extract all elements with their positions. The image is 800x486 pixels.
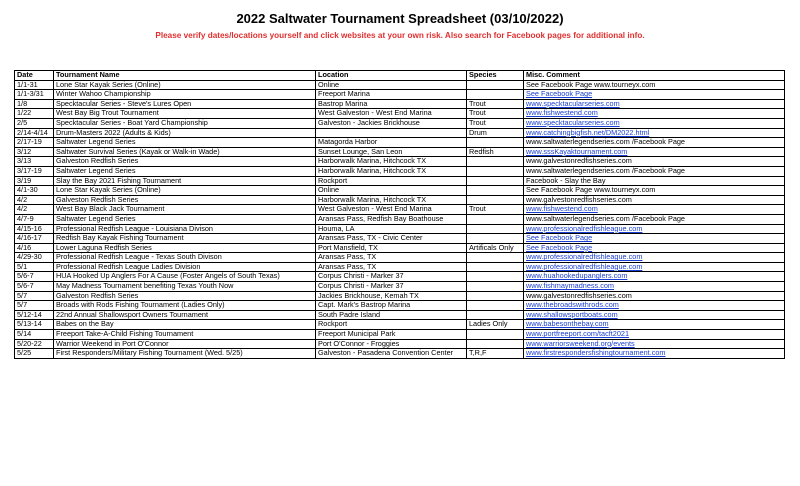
table-row xyxy=(15,128,785,138)
website-link[interactable]: www.fishmaymadness.com xyxy=(526,281,614,291)
location-cell: Aransas Pass, TX - Civic Center xyxy=(316,234,467,244)
comment-cell: www.galvestonredfishseries.com xyxy=(524,157,785,167)
date-cell: 3/12 xyxy=(15,147,54,157)
comment-cell xyxy=(524,282,785,292)
tournament-name-cell: Warrior Weekend in Port O'Connor xyxy=(54,339,316,349)
species-cell xyxy=(467,195,524,205)
species-cell: Trout xyxy=(467,109,524,119)
table-row xyxy=(15,339,785,349)
location-cell: Matagorda Harbor xyxy=(316,138,467,148)
website-link[interactable]: www.babesonthebay.com xyxy=(526,319,609,329)
location-cell: Harborwalk Marina, Hitchcock TX xyxy=(316,157,467,167)
date-cell: 4/15-16 xyxy=(15,224,54,234)
species-cell xyxy=(467,330,524,340)
website-link[interactable]: www.thebroadswithrods.com xyxy=(526,300,619,310)
species-cell: Trout xyxy=(467,118,524,128)
table-row xyxy=(15,195,785,205)
comment-cell: www.saltwaterlegendseries.com /Facebook Page xyxy=(524,214,785,224)
location-cell: West Galveston - West End Marina xyxy=(316,109,467,119)
website-link[interactable]: www.firstrespondersfishingtournament.com xyxy=(526,348,666,358)
website-link[interactable]: See Facebook Page xyxy=(526,233,593,243)
column-header-tournament-name: Tournament Name xyxy=(54,71,316,81)
date-cell: 4/16 xyxy=(15,243,54,253)
comment-cell xyxy=(524,128,785,138)
website-link[interactable]: www.sssKayaktournament.com xyxy=(526,147,628,156)
date-cell: 5/25 xyxy=(15,349,54,359)
tournament-name-cell: Broads with Rods Fishing Tournament (Ladies Only) xyxy=(54,301,316,311)
location-cell: Online xyxy=(316,80,467,90)
date-cell: 5/20-22 xyxy=(15,339,54,349)
date-cell: 1/22 xyxy=(15,109,54,119)
species-cell: Trout xyxy=(467,205,524,215)
tournament-name-cell: Redfish Bay Kayak Fishing Tournament xyxy=(54,234,316,244)
table-row xyxy=(15,109,785,119)
column-header-date: Date xyxy=(15,71,54,81)
table-row xyxy=(15,272,785,282)
species-cell: Redfish xyxy=(467,147,524,157)
website-link[interactable]: www.fishwestend.com xyxy=(526,204,598,214)
species-cell xyxy=(467,186,524,196)
tournament-name-cell: Specktacular Series - Steve's Lures Open xyxy=(54,99,316,109)
species-cell xyxy=(467,253,524,263)
table-row xyxy=(15,291,785,301)
tournament-name-cell: Winter Wahoo Championship xyxy=(54,90,316,100)
species-cell xyxy=(467,138,524,148)
tournament-name-cell: Babes on the Bay xyxy=(54,320,316,330)
tournament-name-cell: Specktacular Series - Boat Yard Championship xyxy=(54,118,316,128)
species-cell xyxy=(467,291,524,301)
species-cell xyxy=(467,176,524,186)
location-cell: South Padre Island xyxy=(316,310,467,320)
location-cell: Galveston - Jackies Brickhouse xyxy=(316,118,467,128)
location-cell: Port O'Connor - Froggies xyxy=(316,339,467,349)
location-cell: Galveston - Pasadena Convention Center xyxy=(316,349,467,359)
website-link[interactable]: See Facebook Page xyxy=(526,89,593,99)
comment-cell xyxy=(524,147,785,157)
comment-cell xyxy=(524,205,785,215)
date-cell: 1/8 xyxy=(15,99,54,109)
tournament-name-cell: Professional Redfish League - Louisiana Divison xyxy=(54,224,316,234)
species-cell xyxy=(467,224,524,234)
date-cell: 5/12-14 xyxy=(15,310,54,320)
location-cell: Aransas Pass, Redfish Bay Boathouse xyxy=(316,214,467,224)
table-row xyxy=(15,138,785,148)
column-header-misc-comment: Misc. Comment xyxy=(524,71,785,81)
species-cell: Drum xyxy=(467,128,524,138)
tournament-name-cell: 22nd Annual Shallowsport Owners Tournament xyxy=(54,310,316,320)
location-cell: Corpus Christi - Marker 37 xyxy=(316,272,467,282)
table-row xyxy=(15,205,785,215)
comment-cell xyxy=(524,234,785,244)
website-link[interactable]: www.professionalredfishleague.com xyxy=(526,262,643,271)
date-cell: 5/7 xyxy=(15,291,54,301)
website-link[interactable]: www.huahookedupanglers.com xyxy=(526,271,628,281)
table-row xyxy=(15,166,785,176)
tournament-name-cell: Saltwater Legend Series xyxy=(54,166,316,176)
location-cell: Online xyxy=(316,186,467,196)
tournament-name-cell: Lone Star Kayak Series (Online) xyxy=(54,80,316,90)
table-row xyxy=(15,176,785,186)
location-cell: Freeport Marina xyxy=(316,90,467,100)
table-row xyxy=(15,253,785,263)
comment-cell: See Facebook Page www.tourneyx.com xyxy=(524,80,785,90)
comment-cell xyxy=(524,339,785,349)
species-cell xyxy=(467,90,524,100)
species-cell: Artificals Only xyxy=(467,243,524,253)
date-cell: 2/5 xyxy=(15,118,54,128)
website-link[interactable]: www.warriorsweekend.org/events xyxy=(526,339,635,348)
comment-cell: www.galvestonredfishseries.com xyxy=(524,195,785,205)
species-cell xyxy=(467,310,524,320)
tournament-name-cell: Professional Redfish League Ladies Division xyxy=(54,262,316,272)
table-row xyxy=(15,262,785,272)
species-cell xyxy=(467,80,524,90)
location-cell: Houma, LA xyxy=(316,224,467,234)
table-row xyxy=(15,330,785,340)
table-row xyxy=(15,301,785,311)
website-link[interactable]: www.shallowsportboats.com xyxy=(526,310,618,319)
table-row xyxy=(15,99,785,109)
location-cell: Rockport xyxy=(316,176,467,186)
page-title: 2022 Saltwater Tournament Spreadsheet (03/10/2022) xyxy=(236,11,564,26)
tournament-name-cell: Galveston Redfish Series xyxy=(54,291,316,301)
website-link[interactable]: www.portfreeport.com/tacft2021 xyxy=(526,329,630,339)
tournament-name-cell: Professional Redfish League - Texas South Divison xyxy=(54,253,316,263)
comment-cell xyxy=(524,118,785,128)
comment-cell xyxy=(524,320,785,330)
location-cell xyxy=(316,128,467,138)
location-cell: Harborwalk Marina, Hitchcock TX xyxy=(316,195,467,205)
table-row xyxy=(15,147,785,157)
species-cell: Ladies Only xyxy=(467,320,524,330)
species-cell xyxy=(467,234,524,244)
species-cell xyxy=(467,166,524,176)
table-row xyxy=(15,118,785,128)
location-cell: Harborwalk Marina, Hitchcock TX xyxy=(316,166,467,176)
comment-cell xyxy=(524,301,785,311)
tournament-name-cell: Saltwater Legend Series xyxy=(54,138,316,148)
date-cell: 5/14 xyxy=(15,330,54,340)
table-header-row xyxy=(15,71,785,81)
comment-cell: www.saltwaterlegendseries.com /Facebook Page xyxy=(524,138,785,148)
species-cell xyxy=(467,272,524,282)
location-cell: Bastrop Marina xyxy=(316,99,467,109)
species-cell xyxy=(467,301,524,311)
comment-cell xyxy=(524,109,785,119)
tournament-name-cell: Saltwater Survival Series (Kayak or Walk-in Wade) xyxy=(54,147,316,157)
date-cell: 4/2 xyxy=(15,205,54,215)
website-link[interactable]: www.specktacularseries.com xyxy=(526,118,620,127)
comment-cell xyxy=(524,310,785,320)
table-row xyxy=(15,186,785,196)
date-cell: 5/7 xyxy=(15,301,54,311)
date-cell: 5/1 xyxy=(15,262,54,272)
table-row xyxy=(15,80,785,90)
tournament-table xyxy=(14,70,785,359)
species-cell xyxy=(467,262,524,272)
comment-cell xyxy=(524,253,785,263)
column-header-location: Location xyxy=(316,71,467,81)
date-cell: 4/2 xyxy=(15,195,54,205)
tournament-name-cell: First Responders/Military Fishing Tournament (Wed. 5/25) xyxy=(54,349,316,359)
tournament-name-cell: Lone Star Kayak Series (Online) xyxy=(54,186,316,196)
table-row xyxy=(15,282,785,292)
table-row xyxy=(15,157,785,167)
date-cell: 4/29-30 xyxy=(15,253,54,263)
date-cell: 3/13 xyxy=(15,157,54,167)
species-cell xyxy=(467,339,524,349)
comment-cell xyxy=(524,90,785,100)
location-cell: Jackies Brickhouse, Kemah TX xyxy=(316,291,467,301)
species-cell xyxy=(467,214,524,224)
comment-cell: See Facebook Page www.tourneyx.com xyxy=(524,186,785,196)
comment-cell xyxy=(524,330,785,340)
location-cell: Aransas Pass, TX xyxy=(316,262,467,272)
location-cell: Rockport xyxy=(316,320,467,330)
location-cell: Aransas Pass, TX xyxy=(316,253,467,263)
date-cell: 2/17-19 xyxy=(15,138,54,148)
tournament-name-cell: Saltwater Legend Series xyxy=(54,214,316,224)
table-row xyxy=(15,243,785,253)
tournament-name-cell: Freeport Take-A-Child Fishing Tournament xyxy=(54,330,316,340)
location-cell: Capt. Mark's Bastrop Marina xyxy=(316,301,467,311)
table-row xyxy=(15,214,785,224)
comment-cell: www.galvestonredfishseries.com xyxy=(524,291,785,301)
species-cell xyxy=(467,157,524,167)
website-link[interactable]: See Facebook Page xyxy=(526,243,593,252)
comment-cell xyxy=(524,262,785,272)
table-row xyxy=(15,349,785,359)
website-link[interactable]: www.fishwestend.com xyxy=(526,108,598,118)
location-cell: West Galveston - West End Marina xyxy=(316,205,467,215)
tournament-name-cell: West Bay Big Trout Tournament xyxy=(54,109,316,119)
location-cell: Corpus Christi - Marker 37 xyxy=(316,282,467,292)
date-cell: 4/16-17 xyxy=(15,234,54,244)
table-row xyxy=(15,320,785,330)
location-cell: Sunset Lounge, San Leon xyxy=(316,147,467,157)
date-cell: 4/7-9 xyxy=(15,214,54,224)
date-cell: 5/13-14 xyxy=(15,320,54,330)
species-cell: T,R,F xyxy=(467,349,524,359)
tournament-name-cell: May Madness Tournament benefiting Texas Youth Now xyxy=(54,282,316,292)
date-cell: 1/1-31 xyxy=(15,80,54,90)
comment-cell: Facebook - Slay the Bay xyxy=(524,176,785,186)
location-cell: Freeport Municipal Park xyxy=(316,330,467,340)
tournament-name-cell: Drum-Masters 2022 (Adults & Kids) xyxy=(54,128,316,138)
tournament-name-cell: Slay the Bay 2021 Fishing Tournament xyxy=(54,176,316,186)
website-link[interactable]: www.professionalredfishleague.com xyxy=(526,224,643,233)
table-row xyxy=(15,310,785,320)
tournament-name-cell: Galveston Redfish Series xyxy=(54,195,316,205)
date-cell: 1/1-3/31 xyxy=(15,90,54,100)
tournament-name-cell: Galveston Redfish Series xyxy=(54,157,316,167)
website-link[interactable]: www.specktacularseries.com xyxy=(526,99,620,108)
date-cell: 4/1-30 xyxy=(15,186,54,196)
comment-cell: www.saltwaterlegendseries.com /Facebook Page xyxy=(524,166,785,176)
comment-cell xyxy=(524,224,785,234)
disclaimer-text: Please verify dates/locations yourself and click websites at your own risk. Also search for Facebook pages for additional info. xyxy=(155,31,645,40)
column-header-species: Species xyxy=(467,71,524,81)
comment-cell xyxy=(524,349,785,359)
comment-cell xyxy=(524,243,785,253)
species-cell: Trout xyxy=(467,99,524,109)
date-cell: 3/17-19 xyxy=(15,166,54,176)
table-row xyxy=(15,224,785,234)
website-link[interactable]: www.professionalredfishleague.com xyxy=(526,252,643,262)
website-link[interactable]: www.catchingbigfish.net/DM2022.html xyxy=(526,128,650,137)
table-row xyxy=(15,234,785,244)
comment-cell xyxy=(524,99,785,109)
table-row xyxy=(15,90,785,100)
date-cell: 5/6-7 xyxy=(15,272,54,282)
tournament-name-cell: Lower Laguna Redfish Series xyxy=(54,243,316,253)
date-cell: 5/6-7 xyxy=(15,282,54,292)
date-cell: 3/19 xyxy=(15,176,54,186)
location-cell: Port Mansfield, TX xyxy=(316,243,467,253)
tournament-name-cell: HUA Hooked Up Anglers For A Cause (Foster Angels of South Texas) xyxy=(54,272,316,282)
comment-cell xyxy=(524,272,785,282)
species-cell xyxy=(467,282,524,292)
date-cell: 2/14-4/14 xyxy=(15,128,54,138)
tournament-name-cell: West Bay Black Jack Tournament xyxy=(54,205,316,215)
